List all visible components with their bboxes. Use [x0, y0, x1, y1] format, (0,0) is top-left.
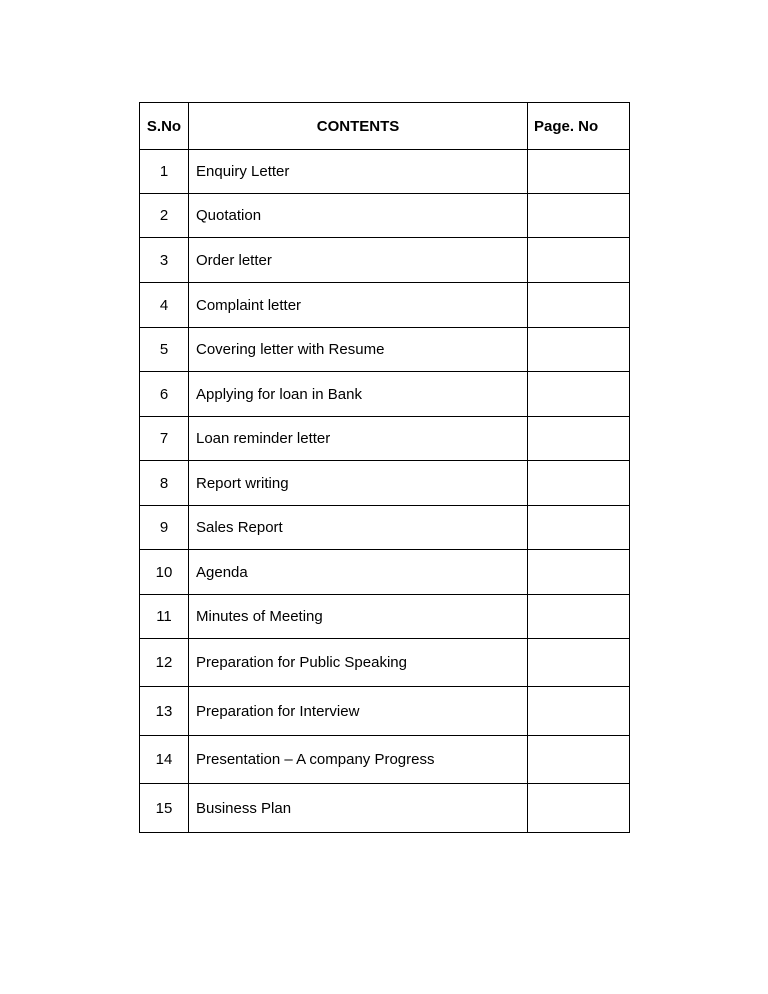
table-row — [140, 238, 630, 283]
table-row — [140, 372, 630, 417]
page-number-cell — [528, 372, 630, 417]
table-row — [140, 784, 630, 833]
contents-title-cell: Quotation — [189, 194, 528, 238]
column-header-contents: CONTENTS — [189, 103, 528, 150]
page-number-cell — [528, 283, 630, 328]
page-number-cell — [528, 417, 630, 461]
table-row — [140, 328, 630, 372]
table-row — [140, 639, 630, 687]
contents-title-cell: Covering letter with Resume — [189, 328, 528, 372]
page-number-cell — [528, 461, 630, 506]
table-row — [140, 194, 630, 238]
contents-title-cell: Complaint letter — [189, 283, 528, 328]
table-row — [140, 550, 630, 595]
page-number-cell — [528, 194, 630, 238]
contents-title-cell: Applying for loan in Bank — [189, 372, 528, 417]
table-row — [140, 283, 630, 328]
serial-number-cell: 10 — [140, 550, 189, 595]
table-row — [140, 736, 630, 784]
table-row — [140, 417, 630, 461]
serial-number-cell: 2 — [140, 194, 189, 238]
page-number-cell — [528, 550, 630, 595]
contents-title-cell: Agenda — [189, 550, 528, 595]
serial-number-cell: 8 — [140, 461, 189, 506]
table-header-row — [140, 103, 630, 150]
contents-title-cell: Preparation for Interview — [189, 687, 528, 736]
serial-number-cell: 4 — [140, 283, 189, 328]
page-number-cell — [528, 639, 630, 687]
serial-number-cell: 15 — [140, 784, 189, 833]
serial-number-cell: 14 — [140, 736, 189, 784]
contents-title-cell: Preparation for Public Speaking — [189, 639, 528, 687]
contents-table — [139, 102, 630, 833]
page-number-cell — [528, 238, 630, 283]
serial-number-cell: 11 — [140, 595, 189, 639]
page-number-cell — [528, 687, 630, 736]
table-row — [140, 461, 630, 506]
serial-number-cell: 3 — [140, 238, 189, 283]
page-number-cell — [528, 328, 630, 372]
table-row — [140, 687, 630, 736]
contents-title-cell: Order letter — [189, 238, 528, 283]
serial-number-cell: 6 — [140, 372, 189, 417]
serial-number-cell: 12 — [140, 639, 189, 687]
table-row — [140, 506, 630, 550]
column-header-sno: S.No — [140, 103, 189, 150]
contents-title-cell: Business Plan — [189, 784, 528, 833]
page-number-cell — [528, 595, 630, 639]
page-number-cell — [528, 506, 630, 550]
table-body — [140, 150, 630, 833]
serial-number-cell: 1 — [140, 150, 189, 194]
contents-title-cell: Presentation – A company Progress — [189, 736, 528, 784]
contents-title-cell: Enquiry Letter — [189, 150, 528, 194]
serial-number-cell: 5 — [140, 328, 189, 372]
contents-title-cell: Loan reminder letter — [189, 417, 528, 461]
page-number-cell — [528, 784, 630, 833]
serial-number-cell: 13 — [140, 687, 189, 736]
serial-number-cell: 7 — [140, 417, 189, 461]
contents-title-cell: Minutes of Meeting — [189, 595, 528, 639]
page-number-cell — [528, 736, 630, 784]
table-row — [140, 150, 630, 194]
contents-title-cell: Sales Report — [189, 506, 528, 550]
serial-number-cell: 9 — [140, 506, 189, 550]
table-row — [140, 595, 630, 639]
page-number-cell — [528, 150, 630, 194]
contents-title-cell: Report writing — [189, 461, 528, 506]
column-header-page-no: Page. No — [528, 103, 630, 150]
